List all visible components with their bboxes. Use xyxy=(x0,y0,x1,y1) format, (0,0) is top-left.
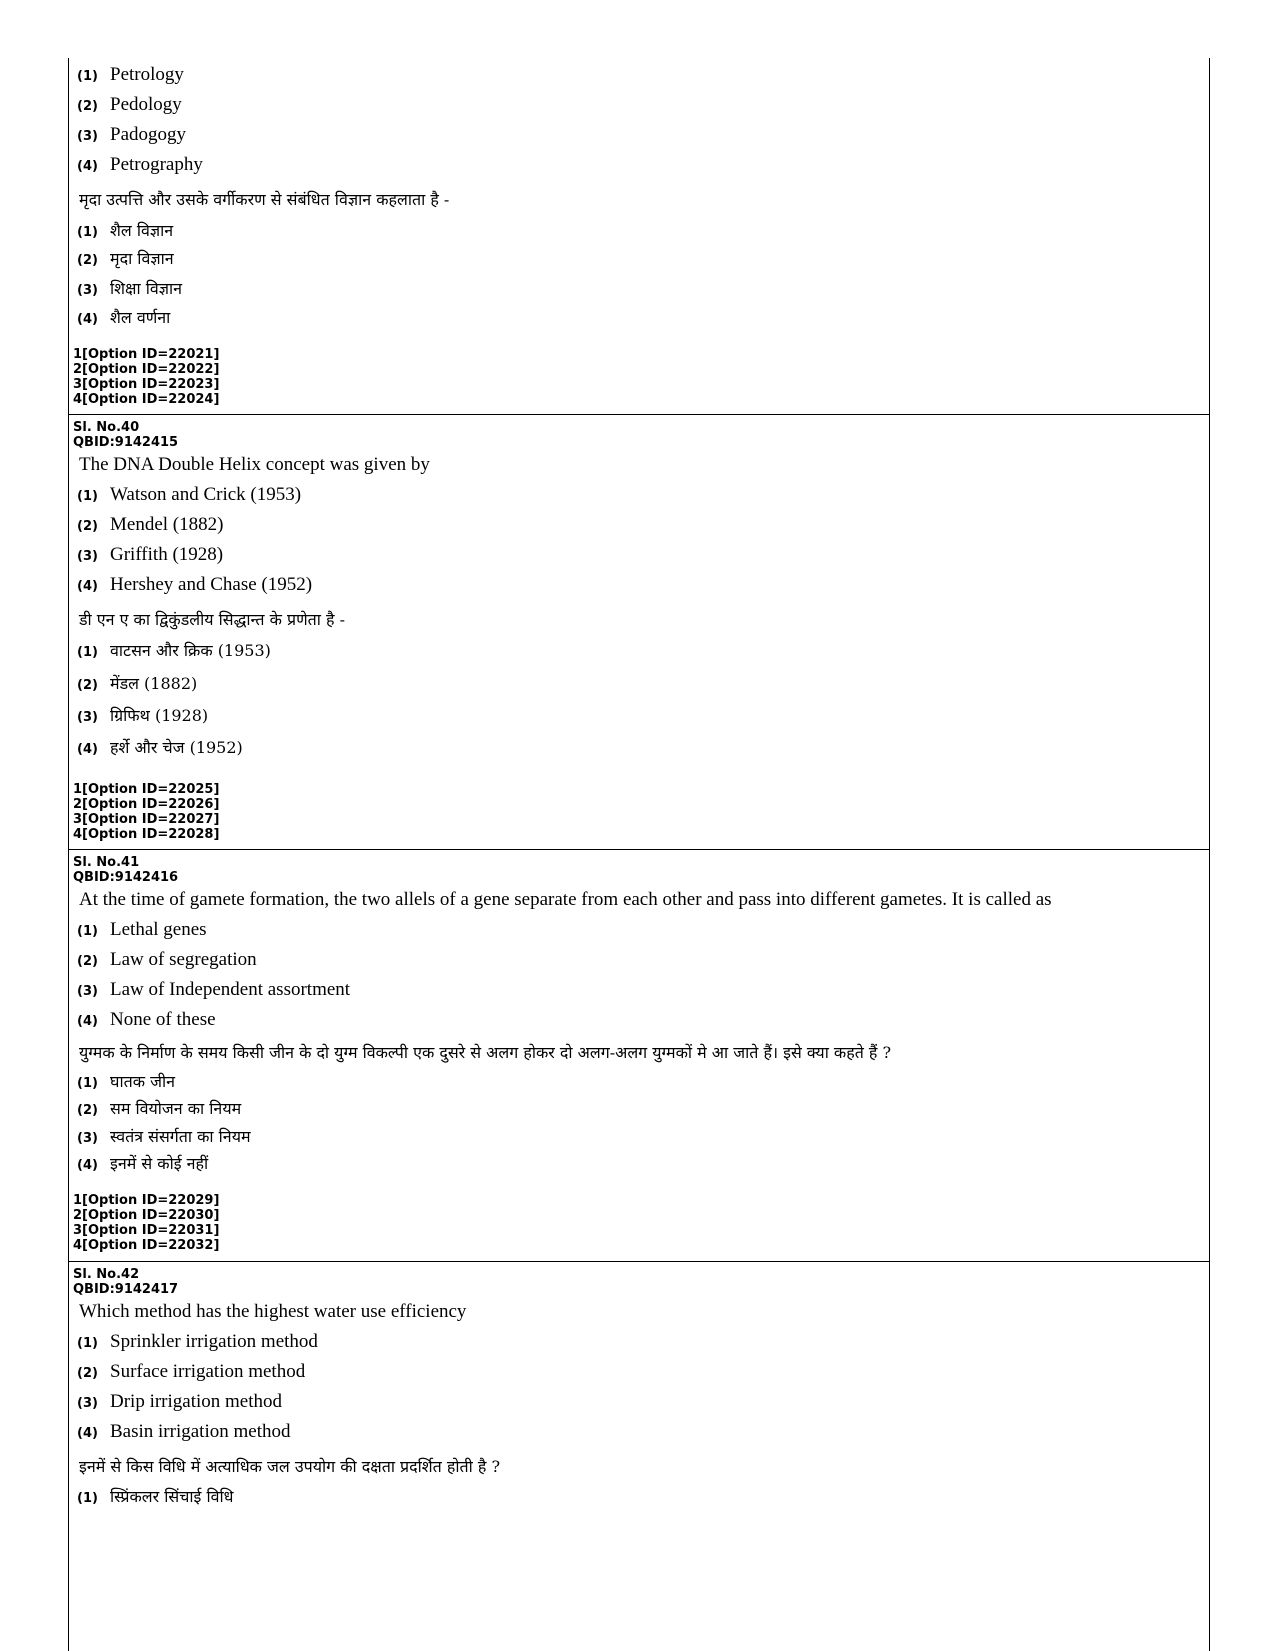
q42-option-en-3: (3) Drip irrigation method xyxy=(77,1391,283,1412)
q40-option-en-1: (1) Watson and Crick (1953) xyxy=(77,484,302,505)
q42-option-en-4: (4) Basin irrigation method xyxy=(77,1421,291,1442)
q39-option-en-2: (2) Pedology xyxy=(77,94,182,115)
q41-question-english: At the time of gamete formation, the two allels of a gene separate from each other and pass into different gametes. It is called as xyxy=(79,889,1052,910)
q40-question-english: The DNA Double Helix concept was given by xyxy=(79,454,430,475)
q42-option-en-1: (1) Sprinkler irrigation method xyxy=(77,1331,318,1352)
q42-option-en-2: (2) Surface irrigation method xyxy=(77,1361,306,1382)
q41-option-en-2: (2) Law of segregation xyxy=(77,949,257,970)
option-number: (4) xyxy=(77,159,98,174)
question-paper-page xyxy=(68,58,1210,1651)
q40-question-hindi: डी एन ए का द्विकुंडलीय सिद्धान्त के प्रणेता है - xyxy=(79,610,346,629)
q42-question-hindi: इनमें से किस विधि में अत्याधिक जल उपयोग की दक्षता प्रदर्शित होती है ? xyxy=(79,1457,501,1476)
q40-header xyxy=(73,420,178,450)
option-number: (2) xyxy=(77,99,98,114)
q39-option-hi-4: (4) शैल वर्णना xyxy=(77,308,171,327)
q40-option-ids: 1[Option ID=22025] 2[Option ID=22026] 3[Option ID=22027] 4[Option ID=22028] xyxy=(73,782,220,842)
serial-number: Sl. No.42 xyxy=(73,1267,140,1282)
q40-option-en-4: (4) Hershey and Chase (1952) xyxy=(77,574,313,595)
q40-option-hi-1: (1) वाटसन और क्रिक (1953) xyxy=(77,641,271,660)
q39-option-hi-2: (2) मृदा विज्ञान xyxy=(77,249,174,268)
q39-question-hindi: मृदा उत्पत्ति और उसके वर्गीकरण से संबंधित विज्ञान कहलाता है - xyxy=(79,190,450,209)
q41-option-hi-3: (3) स्वतंत्र संसर्गता का नियम xyxy=(77,1127,251,1146)
q42-question-english: Which method has the highest water use efficiency xyxy=(79,1301,467,1322)
q41-option-en-1: (1) Lethal genes xyxy=(77,919,207,940)
q39-option-hi-1: (1) शैल विज्ञान xyxy=(77,221,174,240)
q41-option-en-3: (3) Law of Independent assortment xyxy=(77,979,351,1000)
q41-option-ids: 1[Option ID=22029] 2[Option ID=22030] 3[Option ID=22031] 4[Option ID=22032] xyxy=(73,1193,220,1253)
q40-option-en-2: (2) Mendel (1882) xyxy=(77,514,224,535)
q39-option-en-4: (4) Petrography xyxy=(77,154,203,175)
option-number: (1) xyxy=(77,69,98,84)
serial-number: Sl. No.41 xyxy=(73,855,140,870)
q40-option-en-3: (3) Griffith (1928) xyxy=(77,544,224,565)
divider xyxy=(69,414,1209,415)
q41-header xyxy=(73,855,178,885)
q40-option-hi-2: (2) मेंडल (1882) xyxy=(77,674,198,693)
q41-option-hi-1: (1) घातक जीन xyxy=(77,1072,175,1091)
q41-option-en-4: (4) None of these xyxy=(77,1009,216,1030)
q39-option-en-1: (1) Petrology xyxy=(77,64,184,85)
serial-number: Sl. No.40 xyxy=(73,420,140,435)
q40-option-hi-4: (4) हर्शे और चेज (1952) xyxy=(77,738,243,757)
option-number: (3) xyxy=(77,129,98,144)
q39-option-en-3: (3) Padogogy xyxy=(77,124,186,145)
q41-option-hi-4: (4) इनमें से कोई नहीं xyxy=(77,1154,209,1173)
q42-header xyxy=(73,1267,178,1297)
q41-question-hindi: युग्मक के निर्माण के समय किसी जीन के दो युग्म विकल्पी एक दुसरे से अलग होकर दो अलग-अलग युग्मकों मे आ जाते हैं। इसे क्या कहते हैं ? xyxy=(79,1043,892,1062)
q39-option-ids: 1[Option ID=22021] 2[Option ID=22022] 3[Option ID=22023] 4[Option ID=22024] xyxy=(73,347,220,407)
q39-option-hi-3: (3) शिक्षा विज्ञान xyxy=(77,279,183,298)
q41-option-hi-2: (2) सम वियोजन का नियम xyxy=(77,1099,242,1118)
qbid: QBID:9142415 xyxy=(73,435,179,450)
q40-option-hi-3: (3) ग्रिफिथ (1928) xyxy=(77,706,209,725)
qbid: QBID:9142417 xyxy=(73,1282,179,1297)
qbid: QBID:9142416 xyxy=(73,870,179,885)
q42-option-hi-1: (1) स्प्रिंकलर सिंचाई विधि xyxy=(77,1487,234,1506)
divider xyxy=(69,1261,1209,1262)
divider xyxy=(69,849,1209,850)
